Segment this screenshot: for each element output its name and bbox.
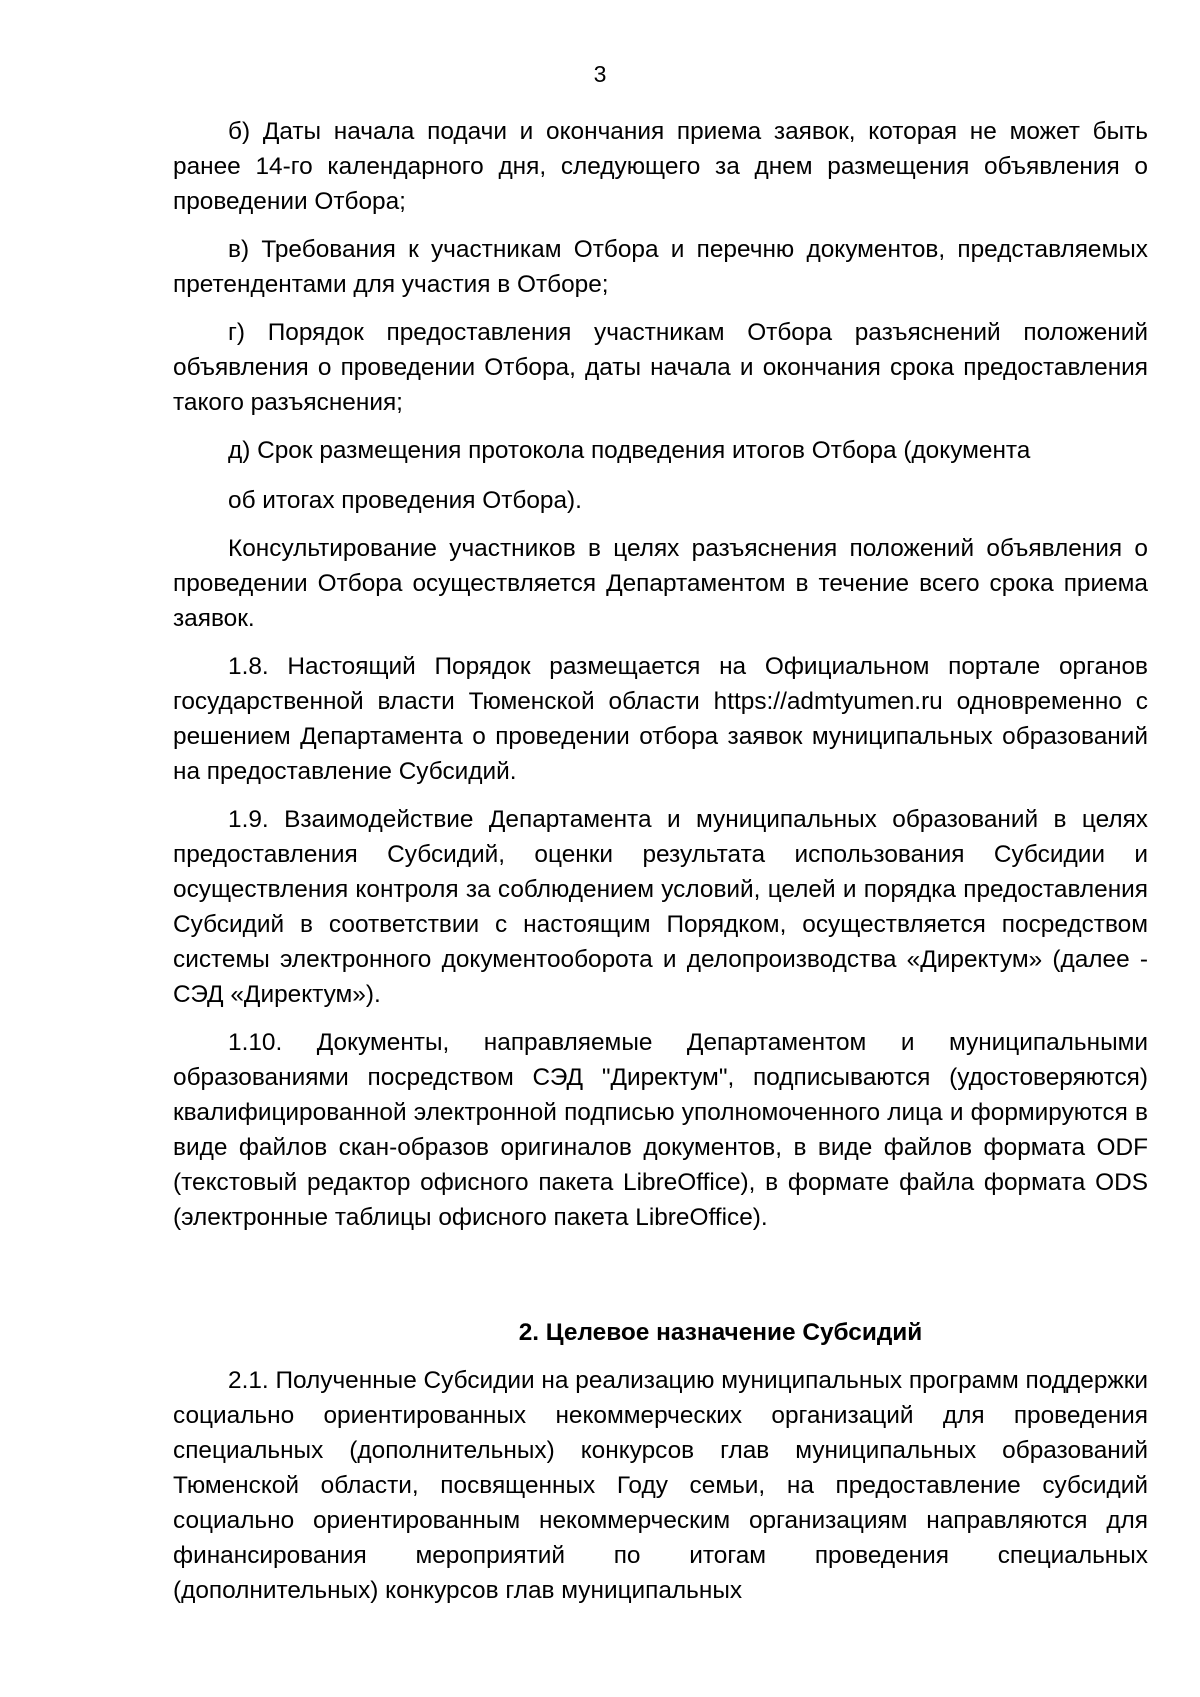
document-body (173, 114, 1148, 1621)
paragraph-d: д) Срок размещения протокола подведения итогов Отбора (документа (228, 437, 1031, 464)
paragraph-b: б) Даты начала подачи и окончания приема заявок, которая не может быть ранее 14-го календарного дня, следующего за днем размещения объявления о проведении Отбора; (173, 118, 1148, 215)
page-number: 3 (593, 61, 607, 87)
paragraph-1-10: 1.10. Документы, направляемые Департаментом и муниципальными образованиями посредством СЭД "Директум", подписываются (удостоверяются) квалифицированной электронной подписью уполномоченного лица и формируются в виде файлов скан-образов оригиналов документов, в виде файлов формата ODF (текстовый редактор офисного пакета LibreOffice), в формате файла формата ODS (электронные таблицы офисного пакета LibreOffice). (173, 1029, 1148, 1231)
paragraph-g: г) Порядок предоставления участникам Отбора разъяснений положений объявления о проведении Отбора, даты начала и окончания срока предоставления такого разъяснения; (173, 319, 1148, 416)
paragraph-1-8: 1.8. Настоящий Порядок размещается на Официальном портале органов государственной власти Тюменской области https://admtyumen.ru одновременно с решением Департамента о проведении отбора заявок муниципальных образований на предоставление Субсидий. (173, 653, 1148, 785)
paragraph-consultation: Консультирование участников в целях разъяснения положений объявления о проведении Отбора осуществляется Департаментом в течение всего срока приема заявок. (173, 535, 1148, 632)
paragraph-1-9: 1.9. Взаимодействие Департамента и муниципальных образований в целях предоставления Субсидий, оценки результата использования Субсидии и осуществления контроля за соблюдением условий, целей и порядка предоставления Субсидий в соответствии с настоящим Порядком, осуществляется посредством системы электронного документооборота и делопроизводства «Директум» (далее - СЭД «Директум»). (173, 806, 1148, 1008)
section-heading: 2. Целевое назначение Субсидий (518, 1319, 923, 1346)
paragraph-2-1: 2.1. Полученные Субсидии на реализацию муниципальных программ поддержки социально ориентированных некоммерческих организаций для проведения специальных (дополнительных) конкурсов глав муниципальных образований Тюменской области, посвященных Году семьи, на предоставление субсидий социально ориентированным некоммерческим организациям направляются для финансирования мероприятий по итогам проведения специальных (дополнительных) конкурсов глав муниципальных (173, 1367, 1148, 1604)
paragraph-d-continuation: об итогах проведения Отбора). (228, 487, 582, 514)
paragraph-v: в) Требования к участникам Отбора и перечню документов, представляемых претендентами для участия в Отборе; (173, 236, 1148, 298)
